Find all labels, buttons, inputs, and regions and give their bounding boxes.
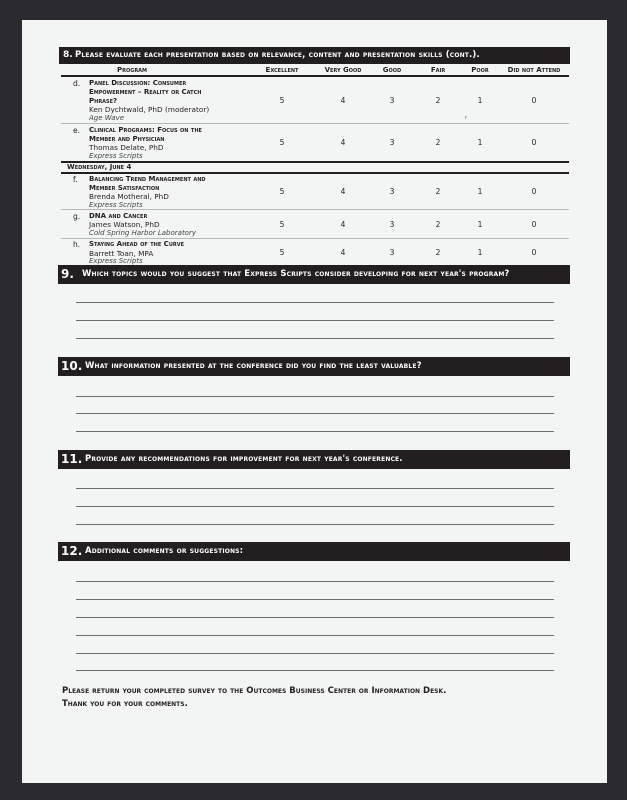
rating-good[interactable]: 3 [389,96,395,105]
answer-line[interactable] [76,338,554,339]
row-letter: d. [73,79,81,88]
program-title-line: Panel Discussion: Consumer [89,79,187,87]
program-title-line: Clinical Programs: Focus on the [89,126,202,134]
rating-very-good[interactable]: 4 [340,248,346,257]
rating-fair[interactable]: 2 [435,220,441,229]
q12-number: 12. [61,544,83,558]
answer-line[interactable] [76,488,554,489]
row-letter: g. [73,212,81,221]
col-excellent: Excellent [265,66,299,74]
row-letter: e. [73,126,80,135]
rating-poor[interactable]: 1 [477,96,483,105]
rating-did-not-attend[interactable]: 0 [531,138,537,147]
rating-good[interactable]: 3 [389,187,395,196]
rating-poor[interactable]: 1 [477,187,483,196]
answer-line[interactable] [76,581,554,582]
col-very-good: Very Good [324,66,362,74]
answer-line[interactable] [76,653,554,654]
q9-number: 9. [61,267,74,281]
answer-line[interactable] [76,320,554,321]
speaker-name: James Watson, PhD [89,220,160,229]
rating-fair[interactable]: 2 [435,96,441,105]
rating-very-good[interactable]: 4 [340,138,346,147]
q11-title: Provide any recommendations for improvement for next year's conference. [85,454,403,464]
answer-line[interactable] [76,506,554,507]
rating-excellent[interactable]: 5 [279,96,285,105]
answer-line[interactable] [76,599,554,600]
q11-number: 11. [61,452,83,466]
program-title-line: Member Satisfaction [89,184,160,192]
speaker-organization: Express Scripts [89,257,143,265]
rating-poor[interactable]: 1 [477,138,483,147]
speaker-organization: Cold Spring Harbor Laboratory [89,229,196,237]
speaker-name: Thomas Delate, PhD [89,143,164,152]
program-title-line: Empowerment – Reality or Catch [89,88,202,96]
q10-header-bar [58,357,570,376]
q11-header-bar [58,450,570,469]
row-letter: h. [73,240,81,249]
rating-fair[interactable]: 2 [435,187,441,196]
col-fair: Fair [430,66,446,74]
rating-good[interactable]: 3 [389,248,395,257]
rating-excellent[interactable]: 5 [279,220,285,229]
rating-very-good[interactable]: 4 [340,187,346,196]
col-program: Program [116,66,148,74]
answer-line[interactable] [76,431,554,432]
program-title-line: Balancing Trend Management and [89,175,206,183]
speaker-organization: Express Scripts [89,201,143,209]
rating-very-good[interactable]: 4 [340,220,346,229]
col-good: Good [382,66,402,74]
rating-excellent[interactable]: 5 [279,187,285,196]
q9-title: Which topics would you suggest that Express Scripts consider developing for next year's program? [82,269,510,279]
rating-did-not-attend[interactable]: 0 [531,187,537,196]
q12-header-bar [58,542,570,561]
rating-poor[interactable]: 1 [477,248,483,257]
rating-poor[interactable]: 1 [477,220,483,229]
rating-excellent[interactable]: 5 [279,138,285,147]
q10-number: 10. [61,359,83,373]
rating-did-not-attend[interactable]: 0 [531,96,537,105]
section-rule [61,172,569,174]
footer-instructions [62,685,446,711]
answer-line[interactable] [76,302,554,303]
program-title-line: Member and Physician [89,135,165,143]
rating-very-good[interactable]: 4 [340,96,346,105]
row-divider [61,209,569,210]
header-rule [61,75,569,77]
q10-title: What information presented at the conference did you find the least valuable? [85,361,422,371]
answer-line[interactable] [76,413,554,414]
answer-line[interactable] [76,670,554,671]
program-title-line: Staying Ahead of the Curve [89,240,185,248]
rating-did-not-attend[interactable]: 0 [531,220,537,229]
q12-title: Additional comments or suggestions: [85,546,244,556]
speaker-name: Brenda Motheral, PhD [89,192,169,201]
q8-title: Please evaluate each presentation based on relevance, content and presentation skills (cont.). [75,50,480,60]
row-divider [61,123,569,124]
rating-fair[interactable]: 2 [435,138,441,147]
answer-line[interactable] [76,524,554,525]
program-title-line: Phrase? [89,97,118,105]
speaker-organization: Express Scripts [89,152,143,160]
row-letter: f. [73,175,78,184]
rating-fair[interactable]: 2 [435,248,441,257]
answer-line[interactable] [76,396,554,397]
footer-line: Please return your completed survey to the Outcomes Business Center or Information Desk. [62,686,447,696]
rating-good[interactable]: 3 [389,220,395,229]
stray-mark: r [465,115,468,121]
speaker-organization: Age Wave [89,114,125,122]
answer-line[interactable] [76,635,554,636]
footer-line: Thank you for your comments. [62,699,188,709]
speaker-name: Barrett Toan, MPA [89,249,154,258]
col-did-not-attend: Did not Attend [507,66,561,74]
q8-header-bar [59,47,570,64]
row-divider [61,238,569,239]
q8-number: 8. [63,50,73,60]
rating-excellent[interactable]: 5 [279,248,285,257]
program-title-line: DNA and Cancer [89,212,148,220]
day-label: Wednesday, June 4 [67,163,132,171]
col-poor: Poor [471,66,489,74]
rating-good[interactable]: 3 [389,138,395,147]
answer-line[interactable] [76,617,554,618]
speaker-name: Ken Dychtwald, PhD (moderator) [89,105,210,114]
q9-header-bar [58,265,570,284]
rating-did-not-attend[interactable]: 0 [531,248,537,257]
section-rule [61,161,569,163]
